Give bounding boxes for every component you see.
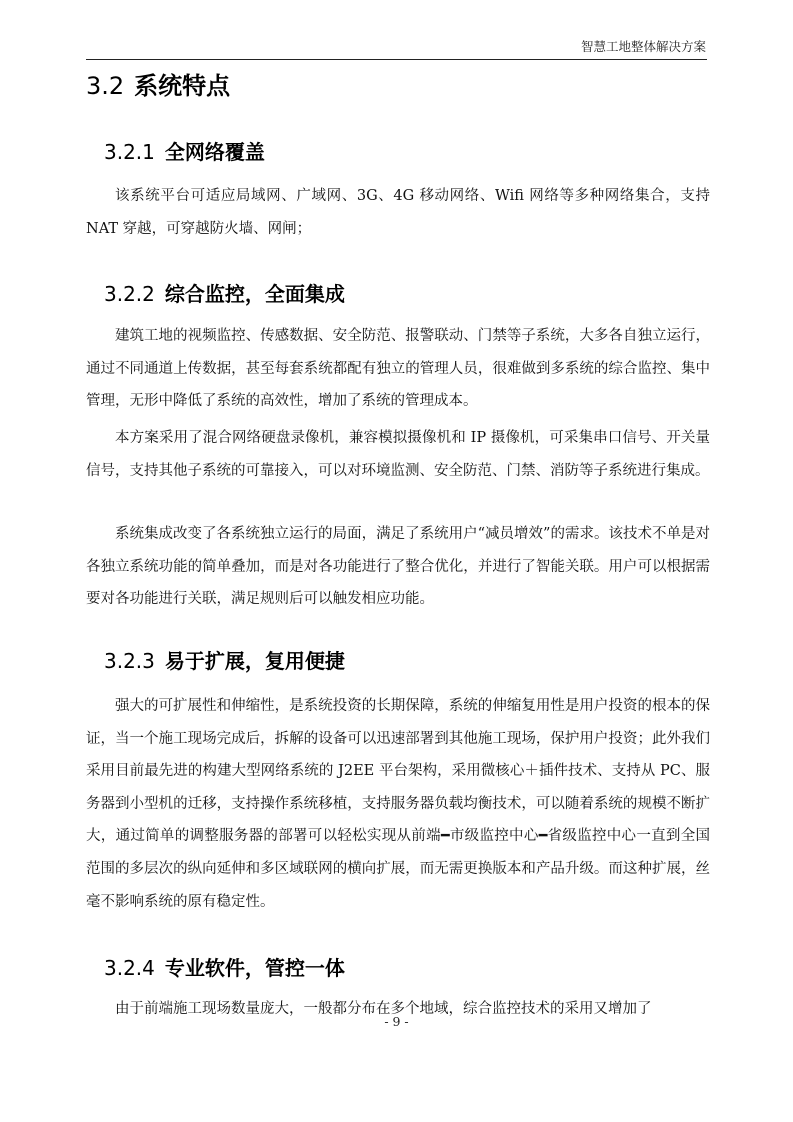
subsection-heading-3-2-3 (104, 645, 345, 674)
subsection-title: 全网络覆盖 (164, 140, 265, 164)
page-number: - 9 - (384, 1014, 409, 1029)
subsection-title: 综合监控，全面集成 (164, 282, 345, 306)
section-number: 3.2 (86, 72, 125, 100)
paragraph: 建筑工地的视频监控、传感数据、安全防范、报警联动、门禁等子系统，大多各自独立运行，通过不同通道上传数据，甚至每套系统都配有独立的管理人员，很难做到多系统的综合监控、集中管理，无形中降低了系统的高效性，增加了系统的管理成本。 (86, 328, 710, 410)
subsection-number: 3.2.2 (104, 282, 155, 306)
header-divider (86, 59, 707, 60)
section-heading (86, 66, 230, 101)
subsection-number: 3.2.3 (104, 649, 155, 673)
section-title: 系统特点 (134, 72, 231, 100)
subsection-title: 专业软件，管控一体 (164, 956, 345, 980)
subsection-title: 易于扩展，复用便捷 (164, 649, 345, 673)
paragraph: 该系统平台可适应局域网、广域网、3G、4G 移动网络、Wifi 网络等多种网络集合，支持 NAT 穿越，可穿越防火墙、网闸； (86, 188, 710, 237)
paragraph: 系统集成改变了各系统独立运行的局面，满足了系统用户“减员增效”的需求。该技术不单是对各独立系统功能的简单叠加，而是对各功能进行了整合优化，并进行了智能关联。用户可以根据需要对各功能进行关联，满足规则后可以触发相应功能。 (86, 526, 710, 608)
paragraph: 强大的可扩展性和伸缩性，是系统投资的长期保障，系统的伸缩复用性是用户投资的根本的保证，当一个施工现场完成后，拆解的设备可以迅速部署到其他施工现场，保护用户投资；此外我们采用目前最先进的构建大型网络系统的 J2EE 平台架构，采用微核心＋插件技术、支持从 PC、服务器到小型机的迁移，支持操作系统移植，支持服务器负载均衡技术，可以随着系统的规模不断扩大，通过简单的调整服务器的部署可以轻松实现从前端━市级监控中心━省级监控中心一直到全国范围的多层次的纵向延伸和多区域联网的横向扩展，而无需更换版本和产品升级。而这种扩展，丝毫不影响系统的原有稳定性。 (86, 698, 710, 910)
header-title: 智慧工地整体解决方案 (580, 39, 706, 54)
subsection-heading-3-2-2 (104, 278, 345, 307)
paragraph: 由于前端施工现场数量庞大，一般都分布在多个地域，综合监控技术的采用又增加了 (115, 1001, 652, 1017)
subsection-heading-3-2-1 (104, 136, 265, 165)
subsection-number: 3.2.1 (104, 140, 155, 164)
subsection-number: 3.2.4 (104, 956, 155, 980)
subsection-heading-3-2-4 (104, 952, 345, 981)
paragraph: 本方案采用了混合网络硬盘录像机，兼容模拟摄像机和 IP 摄像机，可采集串口信号、开关量信号，支持其他子系统的可靠接入，可以对环境监测、安全防范、门禁、消防等子系统进行集成。 (86, 430, 710, 479)
